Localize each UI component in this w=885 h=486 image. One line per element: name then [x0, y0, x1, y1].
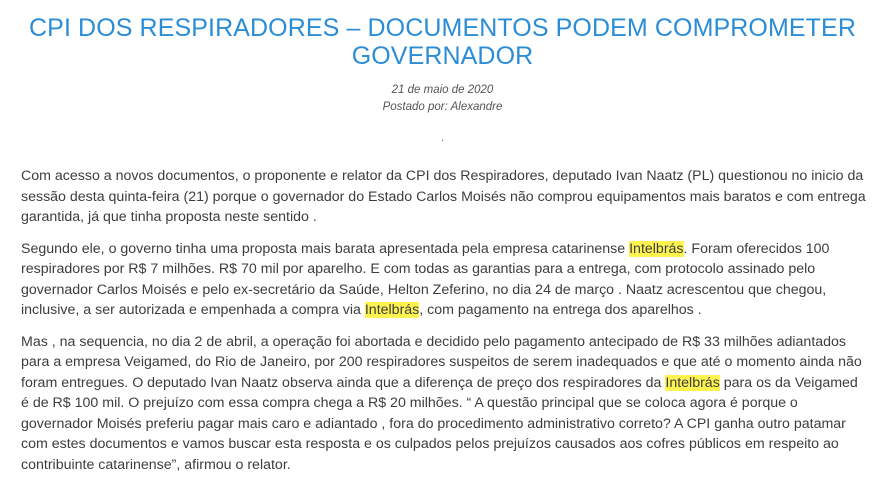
paragraph-text: . Foram oferecidos 100 respiradores por R$ 7 milhões. R$ 70 mil por aparelho. E com todas as garantias para a entrega, com protocolo assinado pelo governador Carlos Moisés e pelo ex-secretário da Saúde, Helton Zeferino, no dia 24 de março . Naatz acrescentou que chegou, inclusive, a ser autorizada e empenhada a compra via	[21, 240, 830, 318]
paragraph-text: Segundo ele, o governo tinha uma proposta mais barata apresentada pela empresa catarinense	[21, 240, 630, 257]
highlighted-term: Intelbrás	[364, 302, 420, 318]
paragraph	[21, 166, 869, 228]
paragraph-text: Mas , na sequencia, no dia 2 de abril, a operação foi abortada e decidido pelo pagamento antecipado de R$ 33 milhões adiantados para a empresa Veigamed, do Rio de Janeiro, por 200 respiradores suspeitos de serem inadequados e que até o momento ainda não foram entregues. O deputado Ivan Naatz observa ainda que a diferença de preço dos respiradores da	[21, 333, 862, 391]
paragraph	[21, 239, 869, 321]
article-title: CPI DOS RESPIRADORES – DOCUMENTOS PODEM COMPROMETER GOVERNADOR	[29, 14, 856, 70]
post-date: 21 de maio de 2020	[391, 84, 494, 96]
article	[0, 0, 885, 145]
article-body	[21, 166, 869, 486]
highlighted-term: Intelbrás	[629, 240, 684, 257]
paragraph-text: , com pagamento na entrega dos aparelhos .	[419, 302, 702, 318]
highlighted-term: Intelbrás	[665, 374, 720, 391]
post-author: Postado por: Alexandre	[382, 101, 503, 113]
separator: .	[440, 132, 445, 144]
paragraph-text: para os da Veigamed é de R$ 100 mil. O prejuízo com essa compra chega a R$ 20 milhões. “ A questão principal que se coloca agora é porque o governador Moisés preferiu pagar mais caro e adiantado , fora do procedimento administrativo correto? A CPI ganha outro patamar com estes documentos e vamos buscar esta resposta e os culpados pelos prejuízos causados aos cofres públicos em respeito ao contribuinte catarinense”, afirmou o relator.	[21, 374, 858, 473]
paragraph-text: Com acesso a novos documentos, o proponente e relator da CPI dos Respiradores, deputado Ivan Naatz (PL) questionou no inicio da sessão desta quinta-feira (21) porque o governador do Estado Carlos Moisés não comprou equipamentos mais baratos e com entrega garantida, já que tinha proposta neste sentido .	[21, 168, 866, 225]
paragraph	[21, 332, 869, 476]
